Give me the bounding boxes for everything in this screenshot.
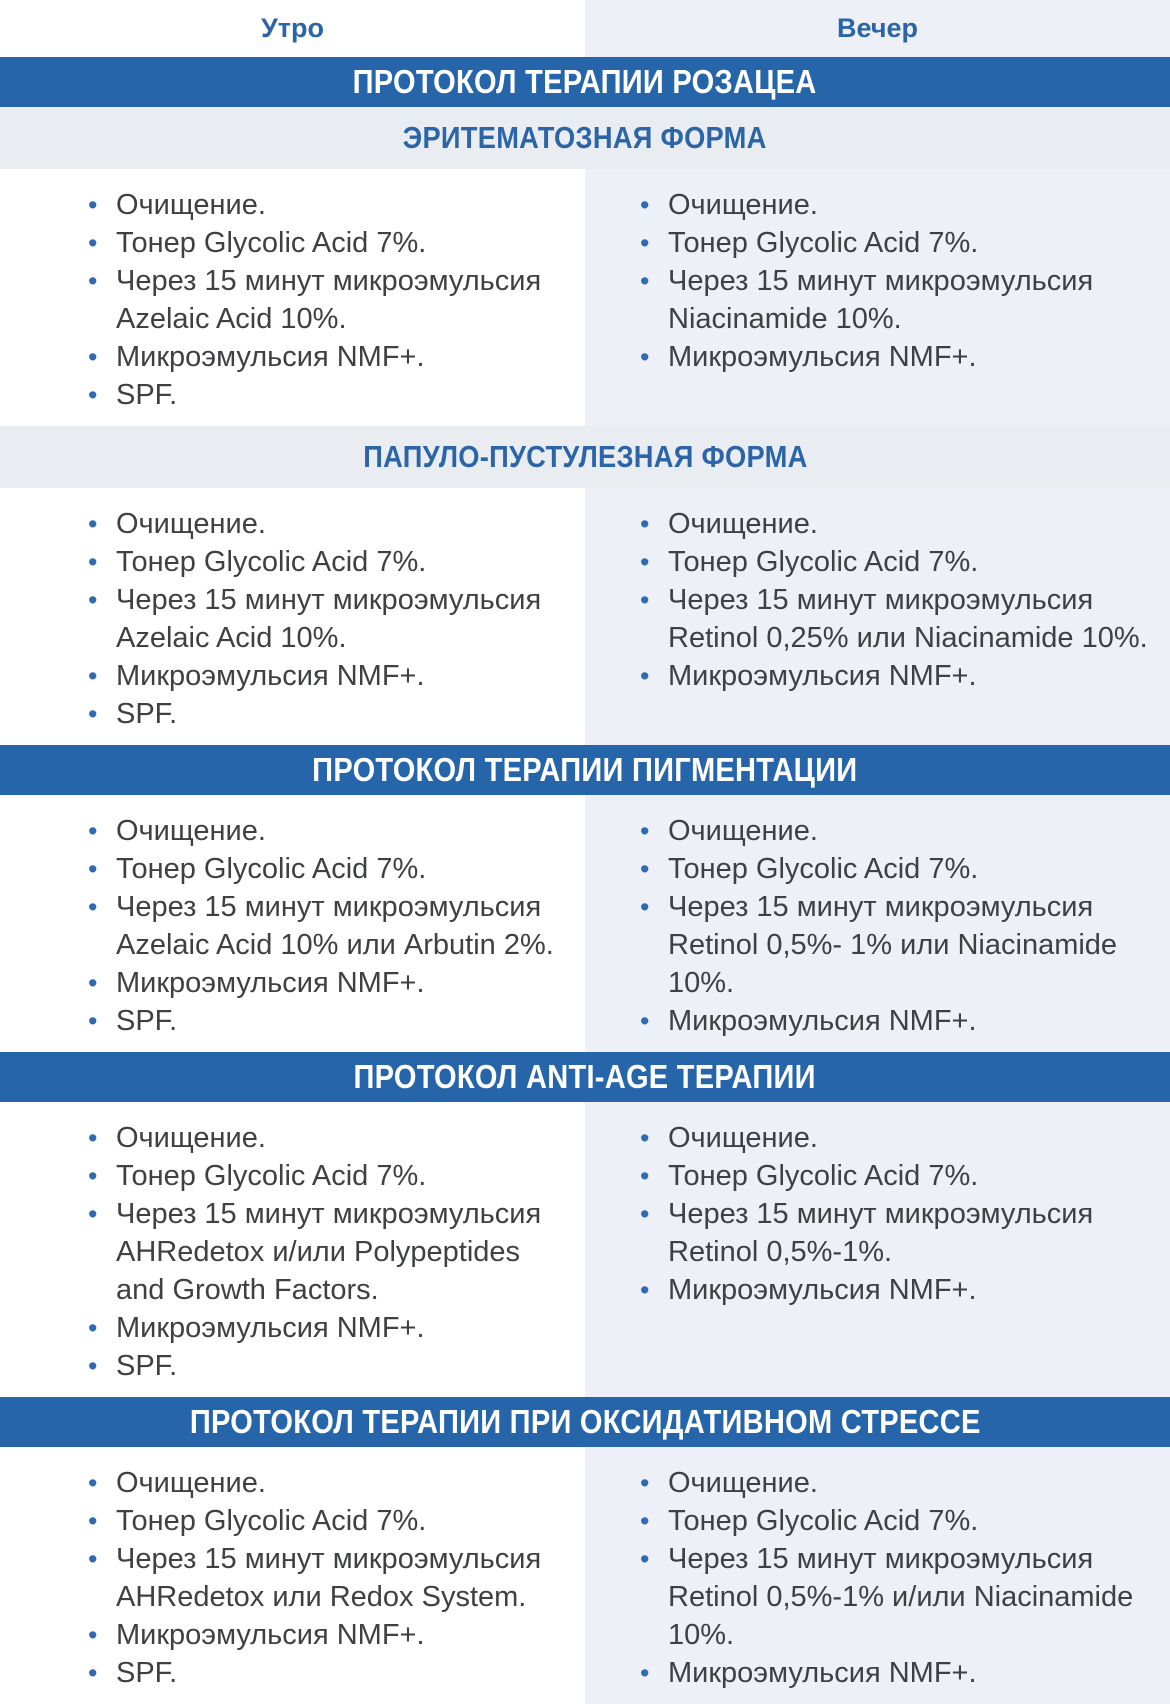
- morning-steps-list: [0, 1102, 585, 1397]
- protocol-step: [640, 338, 1154, 376]
- protocol-step-text: Очищение.: [116, 815, 266, 847]
- protocol-section-banner: [0, 1052, 1170, 1102]
- bullet-icon: •: [640, 1199, 650, 1229]
- protocol-step-text: Микроэмульсия NMF+.: [668, 1005, 977, 1037]
- protocol-step-text: Очищение.: [668, 815, 818, 847]
- bullet-icon: •: [88, 699, 98, 729]
- protocol-step-text: Микроэмульсия NMF+.: [668, 1657, 977, 1689]
- bullet-icon: •: [88, 228, 98, 258]
- bullet-icon: •: [640, 854, 650, 884]
- bullet-icon: •: [640, 1658, 650, 1688]
- bullet-icon: •: [88, 1313, 98, 1343]
- bullet-icon: •: [640, 266, 650, 296]
- protocol-step: [640, 888, 1154, 1002]
- protocol-step: [88, 1195, 569, 1309]
- protocol-step-text: Тонер Glycolic Acid 7%.: [116, 227, 427, 259]
- protocol-step-text: Тонер Glycolic Acid 7%.: [668, 853, 979, 885]
- protocol-step: [640, 1195, 1154, 1271]
- protocol-step: [88, 581, 569, 657]
- bullet-icon: •: [640, 892, 650, 922]
- bullet-icon: •: [88, 380, 98, 410]
- bullet-icon: •: [88, 266, 98, 296]
- protocol-step-text: Через 15 минут микроэмульсия Retinol 0,5%-1% и/или Niacinamide 10%.: [668, 1543, 1134, 1651]
- bullet-icon: •: [88, 1351, 98, 1381]
- protocol-step: [88, 543, 569, 581]
- protocol-step: [88, 1654, 569, 1692]
- bullet-icon: •: [88, 1620, 98, 1650]
- bullet-icon: •: [640, 1506, 650, 1536]
- protocol-step: [88, 1347, 569, 1385]
- protocol-step: [88, 964, 569, 1002]
- evening-steps-list: [585, 1447, 1170, 1704]
- bullet-icon: •: [88, 509, 98, 539]
- protocol-subsection-title: ЭРИТЕМАТОЗНАЯ ФОРМА: [403, 120, 767, 155]
- protocol-step-text: Тонер Glycolic Acid 7%.: [668, 1505, 979, 1537]
- protocol-step-text: Тонер Glycolic Acid 7%.: [116, 1160, 427, 1192]
- protocol-step: [640, 581, 1154, 657]
- protocol-step-text: Через 15 минут микроэмульсия Azelaic Acid 10%.: [116, 265, 542, 335]
- evening-steps-list: [585, 1102, 1170, 1397]
- protocol-step-text: Через 15 минут микроэмульсия Azelaic Acid 10% или Arbutin 2%.: [116, 891, 554, 961]
- protocol-step: [88, 505, 569, 543]
- evening-steps-list: [585, 169, 1170, 426]
- protocol-step: [640, 850, 1154, 888]
- protocol-step: [88, 338, 569, 376]
- bullet-icon: •: [640, 1468, 650, 1498]
- protocol-step: [88, 1309, 569, 1347]
- protocol-step-text: Очищение.: [668, 508, 818, 540]
- protocol-step-text: Через 15 минут микроэмульсия AHRedetox или Redox System.: [116, 1543, 542, 1613]
- bullet-icon: •: [88, 1468, 98, 1498]
- protocol-step: [88, 1464, 569, 1502]
- protocol-step-text: Микроэмульсия NMF+.: [668, 660, 977, 692]
- protocol-step-text: SPF.: [116, 698, 178, 730]
- protocol-step: [640, 1002, 1154, 1040]
- protocol-section-banner: [0, 745, 1170, 795]
- protocol-step-text: Тонер Glycolic Acid 7%.: [668, 546, 979, 578]
- protocol-step: [640, 224, 1154, 262]
- protocol-content-row: [0, 795, 1170, 1052]
- morning-steps-list: [0, 488, 585, 745]
- protocol-step-text: Через 15 минут микроэмульсия Retinol 0,5%- 1% или Niacinamide 10%.: [668, 891, 1118, 999]
- protocol-step: [640, 1271, 1154, 1309]
- protocol-step-text: Очищение.: [116, 1122, 266, 1154]
- bullet-icon: •: [640, 1275, 650, 1305]
- protocol-step: [88, 1540, 569, 1616]
- protocol-step-text: Очищение.: [116, 508, 266, 540]
- protocol-step-text: Очищение.: [116, 189, 266, 221]
- bullet-icon: •: [88, 854, 98, 884]
- bullet-icon: •: [88, 1161, 98, 1191]
- protocol-step-text: Микроэмульсия NMF+.: [116, 660, 425, 692]
- protocol-content-row: [0, 1447, 1170, 1704]
- bullet-icon: •: [88, 1506, 98, 1536]
- protocol-content-row: [0, 1102, 1170, 1397]
- protocol-step-text: Микроэмульсия NMF+.: [116, 1312, 425, 1344]
- protocol-step: [88, 695, 569, 733]
- protocol-step-text: Через 15 минут микроэмульсия Retinol 0,25% или Niacinamide 10%.: [668, 584, 1148, 654]
- protocol-step: [640, 1540, 1154, 1654]
- protocol-step: [640, 1464, 1154, 1502]
- protocol-step: [88, 850, 569, 888]
- bullet-icon: •: [88, 190, 98, 220]
- protocol-step: [88, 1157, 569, 1195]
- protocol-step-text: Микроэмульсия NMF+.: [668, 341, 977, 373]
- protocol-subsection-banner: [0, 426, 1170, 488]
- bullet-icon: •: [640, 547, 650, 577]
- bullet-icon: •: [640, 1544, 650, 1574]
- protocol-step-text: Очищение.: [668, 189, 818, 221]
- protocol-step: [640, 1157, 1154, 1195]
- bullet-icon: •: [88, 1006, 98, 1036]
- protocol-step: [88, 888, 569, 964]
- bullet-icon: •: [88, 547, 98, 577]
- protocol-step-text: Через 15 минут микроэмульсия Azelaic Acid 10%.: [116, 584, 542, 654]
- bullet-icon: •: [88, 342, 98, 372]
- column-header-evening: Вечер: [585, 0, 1170, 57]
- protocol-step-text: SPF.: [116, 1657, 178, 1689]
- protocol-step-text: Тонер Glycolic Acid 7%.: [668, 1160, 979, 1192]
- protocol-step: [640, 505, 1154, 543]
- protocol-section-title: ПРОТОКОЛ ТЕРАПИИ РОЗАЦЕА: [353, 63, 817, 100]
- protocol-step: [88, 812, 569, 850]
- protocol-content-row: [0, 488, 1170, 745]
- protocol-step-text: Микроэмульсия NMF+.: [668, 1274, 977, 1306]
- protocol-subsection-title: ПАПУЛО-ПУСТУЛЕЗНАЯ ФОРМА: [362, 439, 808, 474]
- protocol-step: [88, 1002, 569, 1040]
- protocol-step: [640, 812, 1154, 850]
- protocol-step-text: Через 15 минут микроэмульсия Niacinamide 10%.: [668, 265, 1094, 335]
- bullet-icon: •: [640, 1006, 650, 1036]
- protocol-step: [640, 262, 1154, 338]
- protocol-blocks-container: [0, 57, 1170, 1704]
- bullet-icon: •: [640, 661, 650, 691]
- protocol-step-text: SPF.: [116, 1005, 178, 1037]
- protocol-step-text: Через 15 минут микроэмульсия Retinol 0,5%-1%.: [668, 1198, 1094, 1268]
- bullet-icon: •: [88, 585, 98, 615]
- protocol-step: [640, 1119, 1154, 1157]
- bullet-icon: •: [640, 1161, 650, 1191]
- bullet-icon: •: [88, 1658, 98, 1688]
- protocol-step: [640, 657, 1154, 695]
- bullet-icon: •: [88, 1199, 98, 1229]
- morning-steps-list: [0, 795, 585, 1052]
- bullet-icon: •: [88, 968, 98, 998]
- protocol-step: [88, 1616, 569, 1654]
- protocol-section-title: ПРОТОКОЛ ANTI-AGE ТЕРАПИИ: [353, 1058, 817, 1095]
- protocol-step-text: Микроэмульсия NMF+.: [116, 1619, 425, 1651]
- protocol-step-text: Тонер Glycolic Acid 7%.: [116, 853, 427, 885]
- protocol-step: [88, 657, 569, 695]
- protocol-step-text: Тонер Glycolic Acid 7%.: [116, 546, 427, 578]
- protocol-section-banner: [0, 1397, 1170, 1447]
- protocol-step-text: Очищение.: [116, 1467, 266, 1499]
- protocol-step: [640, 543, 1154, 581]
- bullet-icon: •: [640, 816, 650, 846]
- protocol-step: [88, 224, 569, 262]
- bullet-icon: •: [88, 661, 98, 691]
- protocol-step-text: Микроэмульсия NMF+.: [116, 341, 425, 373]
- column-header-row: [0, 0, 1170, 57]
- bullet-icon: •: [640, 342, 650, 372]
- protocol-step-text: Тонер Glycolic Acid 7%.: [668, 227, 979, 259]
- protocol-step: [640, 1502, 1154, 1540]
- protocol-step: [88, 1119, 569, 1157]
- bullet-icon: •: [640, 190, 650, 220]
- protocol-step: [88, 262, 569, 338]
- protocol-step-text: Микроэмульсия NMF+.: [116, 967, 425, 999]
- bullet-icon: •: [640, 1123, 650, 1153]
- morning-steps-list: [0, 1447, 585, 1704]
- bullet-icon: •: [640, 585, 650, 615]
- protocol-step-text: Очищение.: [668, 1467, 818, 1499]
- morning-steps-list: [0, 169, 585, 426]
- protocol-step-text: Очищение.: [668, 1122, 818, 1154]
- protocol-step: [88, 1502, 569, 1540]
- protocol-section-title: ПРОТОКОЛ ТЕРАПИИ ПИГМЕНТАЦИИ: [312, 751, 858, 788]
- protocol-subsection-banner: [0, 107, 1170, 169]
- protocol-step: [88, 376, 569, 414]
- protocol-step-text: SPF.: [116, 379, 178, 411]
- evening-steps-list: [585, 488, 1170, 745]
- bullet-icon: •: [640, 228, 650, 258]
- bullet-icon: •: [640, 509, 650, 539]
- bullet-icon: •: [88, 892, 98, 922]
- column-header-morning: Утро: [260, 13, 324, 43]
- protocol-step: [640, 186, 1154, 224]
- bullet-icon: •: [88, 816, 98, 846]
- protocol-step-text: SPF.: [116, 1350, 178, 1382]
- protocol-step: [88, 186, 569, 224]
- protocol-step-text: Через 15 минут микроэмульсия AHRedetox и/или Polypeptides and Growth Factors.: [116, 1198, 542, 1306]
- bullet-icon: •: [88, 1123, 98, 1153]
- protocol-content-row: [0, 169, 1170, 426]
- protocol-section-banner: [0, 57, 1170, 107]
- protocol-step: [640, 1654, 1154, 1692]
- protocol-step-text: Тонер Glycolic Acid 7%.: [116, 1505, 427, 1537]
- evening-steps-list: [585, 795, 1170, 1052]
- bullet-icon: •: [88, 1544, 98, 1574]
- protocol-section-title: ПРОТОКОЛ ТЕРАПИИ ПРИ ОКСИДАТИВНОМ СТРЕССЕ: [189, 1403, 981, 1440]
